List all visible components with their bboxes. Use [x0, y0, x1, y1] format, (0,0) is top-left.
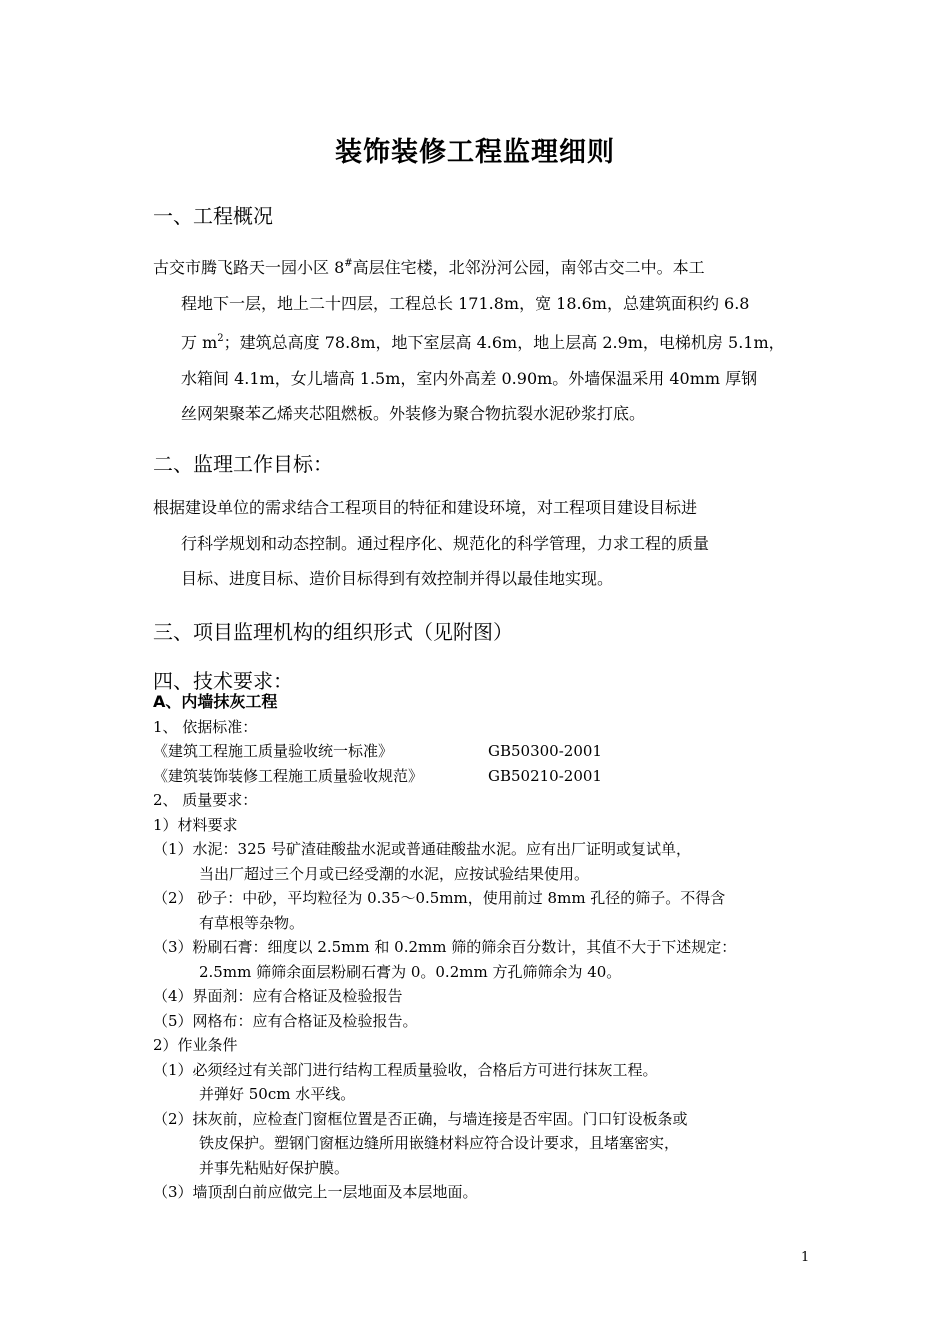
- section-heading-organization: 三、项目监理机构的组织形式（见附图）: [153, 620, 513, 644]
- quality-heading: 2、 质量要求：: [153, 791, 258, 809]
- condition-2-cont-1: 铁皮保护。塑钢门窗框边缝所用嵌缝材料应符合设计要求，且堵塞密实，: [199, 1134, 680, 1152]
- section-heading-technical: 四、技术要求：: [153, 669, 293, 693]
- document-title: 装饰装修工程监理细则: [335, 137, 615, 168]
- goals-paragraph: [153, 490, 808, 597]
- standard-2: 《建筑装饰装修工程施工质量验收规范》 GB50210-2001: [153, 766, 602, 785]
- overview-line-3: 万 $m^2$；建筑总高度 78.8m，地下室层高 4.6m，地上层高 2.9m，电梯机房 5.1m，: [181, 333, 785, 352]
- overview-line-5: 丝网架聚苯乙烯夹芯阻燃板。外装修为聚合物抗裂水泥砂浆打底。: [181, 404, 646, 423]
- subsection-plastering: A、内墙抹灰工程: [153, 692, 278, 711]
- overview-line-1: 古交市腾飞路天一园小区 8#高层住宅楼，北邻汾河公园，南邻古交二中。本工: [153, 258, 705, 277]
- material-cement: （1）水泥：325 号矿渣硅酸盐水泥或普通硅酸盐水泥。应有出厂证明或复试单，: [153, 840, 691, 858]
- condition-1: （1）必须经过有关部门进行结构工程质量验收，合格后方可进行抹灰工程。: [153, 1060, 658, 1079]
- materials-heading: 1）材料要求: [153, 815, 238, 834]
- material-gypsum-cont: 2.5mm 筛筛余面层粉刷石膏为 0。0.2mm 方孔筛筛余为 40。: [199, 962, 622, 981]
- material-cement-cont: 当出厂超过三个月或已经受潮的水泥，应按试验结果使用。: [199, 864, 590, 883]
- goals-line-2: 行科学规划和动态控制。通过程序化、规范化的科学管理，力求工程的质量: [181, 533, 710, 553]
- section-heading-goals: 二、监理工作目标：: [153, 452, 333, 476]
- page-number: 1: [801, 1250, 810, 1265]
- overview-line-2: 程地下一层，地上二十四层，工程总长 171.8m，宽 18.6m，总建筑面积约 6.8: [181, 293, 750, 313]
- material-sand-cont: 有草根等杂物。: [199, 913, 305, 932]
- goals-line-1: 根据建设单位的需求结合工程项目的特征和建设环境，对工程项目建设目标进: [153, 498, 698, 517]
- condition-3: （3）墙顶刮白前应做完上一层地面及本层地面。: [153, 1183, 478, 1201]
- section-heading-overview: 一、工程概况: [153, 204, 273, 228]
- overview-line-4: 水箱间 4.1m，女儿墙高 1.5m，室内外高差 0.90m。外墙保温采用 40mm 厚钢: [181, 368, 758, 388]
- material-sand: （2） 砂子：中砂，平均粒径为 0.35～0.5mm，使用前过 8mm 孔径的筛子。不得含: [153, 889, 726, 907]
- technical-requirements: [153, 690, 813, 1205]
- condition-1-cont: 并弹好 50cm 水平线。: [199, 1085, 356, 1103]
- material-interface-agent: （4）界面剂：应有合格证及检验报告: [153, 987, 403, 1005]
- material-mesh: （5）网格布：应有合格证及检验报告。: [153, 1011, 418, 1030]
- standard-1: 《建筑工程施工质量验收统一标准》 GB50300-2001: [153, 742, 602, 760]
- condition-2-cont-2: 并事先粘贴好保护膜。: [199, 1158, 350, 1177]
- conditions-heading: 2）作业条件: [153, 1036, 238, 1054]
- overview-paragraph: [153, 246, 808, 432]
- material-gypsum: （3）粉刷石膏：细度以 2.5mm 和 0.2mm 筛的筛余百分数计，其值不大于下述规定：: [153, 938, 737, 956]
- condition-2: （2）抹灰前，应检查门窗框位置是否正确，与墙连接是否牢固。门口钉设板条或: [153, 1109, 688, 1128]
- goals-line-3: 目标、进度目标、造价目标得到有效控制并得以最佳地实现。: [181, 569, 614, 588]
- basis-heading: 1、 依据标准：: [153, 717, 258, 736]
